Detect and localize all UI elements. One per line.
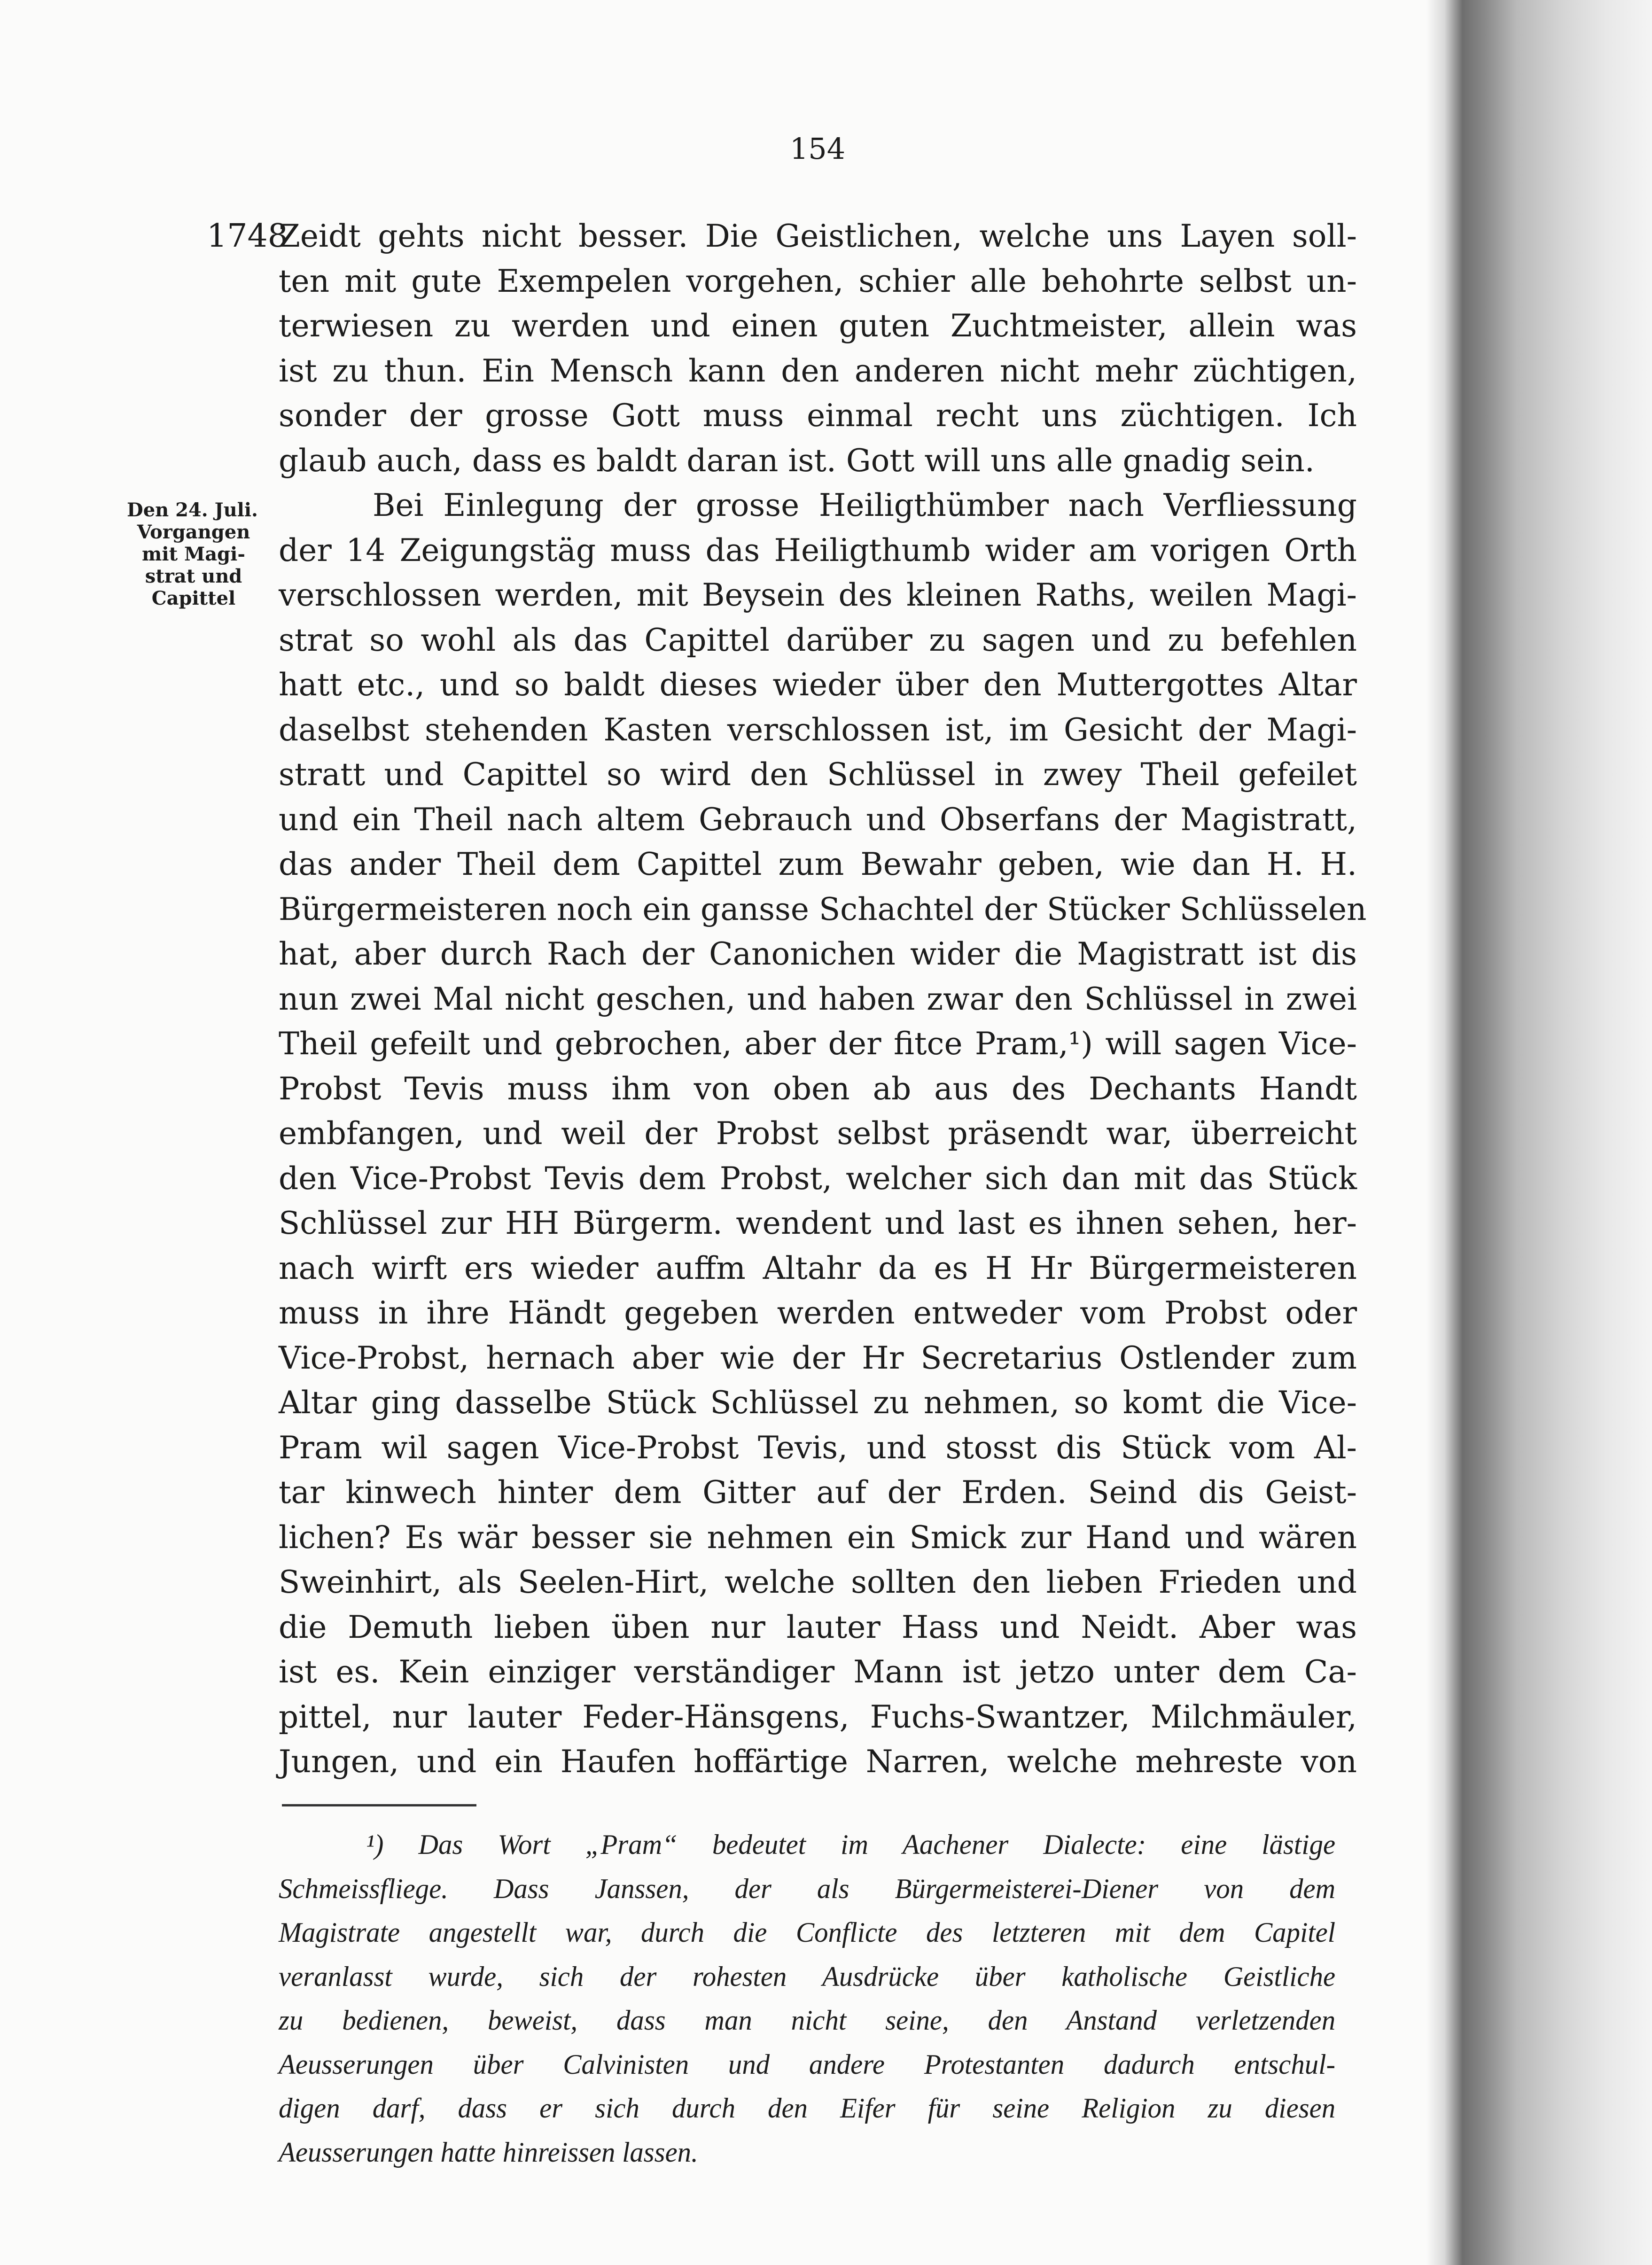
body-line: daselbst stehenden Kasten verschlossen ist, im Gesicht der Magi-	[279, 711, 1357, 748]
body-line: muss in ihre Händt gegeben werden entweder vom Probst oder	[279, 1295, 1357, 1331]
margin-note-line: mit Magi-	[142, 543, 245, 565]
year-marker: 1748	[207, 218, 288, 255]
margin-note-line: strat und	[145, 565, 242, 587]
footnote-line: zu bedienen, beweist, dass man nicht seine, den Anstand verletzenden	[279, 2005, 1336, 2036]
body-line: und ein Theil nach altem Gebrauch und Obserfans der Magistratt,	[279, 801, 1357, 838]
body-line: pittel, nur lauter Feder-Hänsgens, Fuchs-Swantzer, Milchmäuler,	[279, 1698, 1357, 1735]
body-line: Schlüssel zur HH Bürgerm. wendent und last es ihnen sehen, her-	[279, 1205, 1357, 1241]
footnote-line: Aeusserungen hatte hinreissen lassen.	[279, 2136, 698, 2168]
footnote-line: Magistrate angestellt war, durch die Conflicte des letzteren mit dem Capitel	[279, 1917, 1336, 1948]
body-line: hatt etc., und so baldt dieses wieder über den Muttergottes Altar	[279, 667, 1357, 703]
body-line: die Demuth lieben üben nur lauter Hass und Neidt. Aber was	[279, 1609, 1357, 1645]
margin-note-line: Vorgangen	[137, 521, 250, 543]
body-line: Jungen, und ein Haufen hoffärtige Narren, welche mehreste von	[279, 1744, 1357, 1780]
body-line: Pram wil sagen Vice-Probst Tevis, und stosst dis Stück vom Al-	[279, 1429, 1357, 1466]
body-line: den Vice-Probst Tevis dem Probst, welcher sich dan mit das Stück	[279, 1160, 1357, 1197]
body-line: Sweinhirt, als Seelen-Hirt, welche sollten den lieben Frieden und	[279, 1564, 1357, 1600]
body-line: ist zu thun. Ein Mensch kann den anderen nicht mehr züchtigen,	[279, 352, 1357, 389]
body-line: Bürgermeisteren noch ein gansse Schachtel der Stücker Schlüsselen	[279, 891, 1367, 927]
body-line: Altar ging dasselbe Stück Schlüssel zu nehmen, so komt die Vice-	[279, 1385, 1357, 1421]
footnote-line: Aeusserungen über Calvinisten und andere Protestanten dadurch entschul-	[279, 2048, 1336, 2080]
margin-note-line: Den 24. Juli.	[127, 499, 258, 521]
body-line: nun zwei Mal nicht geschen, und haben zwar den Schlüssel in zwei	[279, 981, 1357, 1017]
page-edge-shadow	[1426, 0, 1652, 2265]
footnote-line: ¹) Das Wort „Pram“ bedeutet im Aachener Dialecte: eine lästige	[366, 1829, 1336, 1860]
body-line: Vice-Probst, hernach aber wie der Hr Secretarius Ostlender zum	[279, 1339, 1357, 1376]
body-line: Probst Tevis muss ihm von oben ab aus des Dechants Handt	[279, 1070, 1357, 1107]
margin-note-line: Capittel	[151, 587, 236, 609]
footnote-line: Schmeissfliege. Dass Janssen, der als Bürgermeisterei-Diener von dem	[279, 1873, 1336, 1904]
body-line: tar kinwech hinter dem Gitter auf der Erden. Seind dis Geist-	[279, 1474, 1357, 1510]
body-line: hat, aber durch Rach der Canonichen wider die Magistratt ist dis	[279, 936, 1357, 972]
body-line: Bei Einlegung der grosse Heiligthümber nach Verfliessung	[373, 487, 1357, 523]
body-line: ist es. Kein einziger verständiger Mann ist jetzo unter dem Ca-	[279, 1654, 1357, 1690]
margin-note	[123, 499, 264, 609]
body-line: das ander Theil dem Capittel zum Bewahr geben, wie dan H. H.	[279, 846, 1357, 882]
body-line: strat so wohl als das Capittel darüber zu sagen und zu befehlen	[279, 622, 1357, 658]
page-number: 154	[789, 132, 846, 166]
body-line: terwiesen zu werden und einen guten Zuchtmeister, allein was	[279, 308, 1357, 344]
footnote-rule	[282, 1804, 476, 1806]
body-line: glaub auch, dass es baldt daran ist. Gott will uns alle gnadig sein.	[279, 442, 1315, 479]
body-line: ten mit gute Exempelen vorgehen, schier alle behohrte selbst un-	[279, 263, 1357, 299]
body-line: sonder der grosse Gott muss einmal recht uns züchtigen. Ich	[279, 397, 1357, 434]
body-line: embfangen, und weil der Probst selbst präsendt war, überreicht	[279, 1115, 1357, 1152]
footnote-line: digen darf, dass er sich durch den Eifer für seine Religion zu diesen	[279, 2093, 1336, 2124]
footnote-line: veranlasst wurde, sich der rohesten Ausdrücke über katholische Geistliche	[279, 1961, 1336, 1992]
footnote	[279, 1823, 1357, 2174]
body-line: verschlossen werden, mit Beysein des kleinen Raths, weilen Magi-	[279, 577, 1357, 613]
body-line: der 14 Zeigungstäg muss das Heiligthumb wider am vorigen Orth	[279, 532, 1357, 568]
body-line: stratt und Capittel so wird den Schlüssel in zwey Theil gefeilet	[279, 756, 1357, 793]
body-line: nach wirft ers wieder auffm Altahr da es H Hr Bürgermeisteren	[279, 1250, 1357, 1286]
body-line: lichen? Es wär besser sie nehmen ein Smick zur Hand und wären	[279, 1519, 1357, 1556]
body-line: Zeidt gehts nicht besser. Die Geistlichen, welche uns Layen soll-	[279, 218, 1357, 254]
body-line: Theil gefeilt und gebrochen, aber der fitce Pram,¹) will sagen Vice-	[279, 1026, 1357, 1062]
body-text	[279, 214, 1367, 1784]
